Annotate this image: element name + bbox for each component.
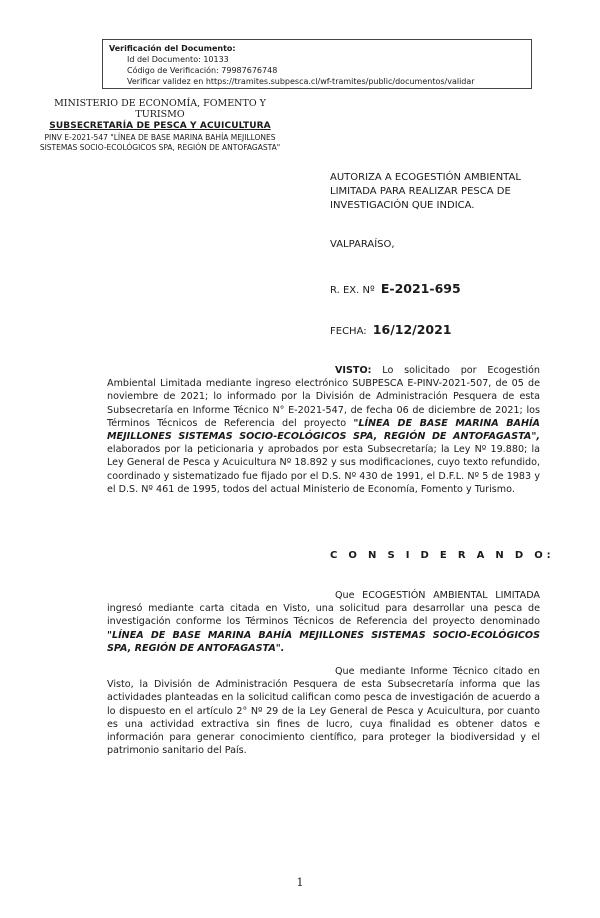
- verification-code: • Código de Verificación: 79987676748: [127, 65, 525, 76]
- page-number: 1: [296, 876, 304, 889]
- resolution-summary: AUTORIZA A ECOGESTIÓN AMBIENTAL LIMITADA PARA REALIZAR PESCA DE INVESTIGACIÓN QUE INDICA.: [330, 172, 521, 211]
- visto-text-b: elaborados por la peticionaria y aprobados por esta Subsecretaría; la Ley Nº 19.880; la Ley General de Pesca y Acuicultura Nº 18.892 y sus modificaciones, cuyo texto refundido, coordinado y sistematizado fue fijado por el D.S. Nº 430 de 1991, el D.F.L. Nº 5 de 1983 y el D.S. Nº 461 de 1995, todos del actual Ministerio de Economía, Fomento y Turismo.: [107, 444, 540, 495]
- resolution-date: [330, 322, 452, 337]
- ministry-name: MINISTERIO DE ECONOMÍA, FOMENTO Y TURISMO: [54, 98, 266, 120]
- visto-label: VISTO:: [335, 365, 372, 376]
- resolution-number: [330, 281, 461, 296]
- considerando-paragraph-2: [107, 665, 540, 757]
- verification-link[interactable]: • Verificar validez en https://tramites.subpesca.cl/wf-tramites/public/documentos/validar: [127, 76, 525, 87]
- considerando-1-project: "LÍNEA DE BASE MARINA BAHÍA MEJILLONES SISTEMAS SOCIO-ECOLÓGICOS SPA, REGIÓN DE ANTOFAGASTA".: [107, 629, 540, 654]
- date-value: 16/12/2021: [372, 322, 452, 337]
- considerando-paragraph-1: [107, 589, 540, 655]
- subsecretaria-name: SUBSECRETARÍA DE PESCA Y ACUICULTURA: [49, 121, 271, 131]
- verification-id: • Id del Documento: 10133: [127, 54, 525, 65]
- resolution-label: R. EX. Nº: [330, 285, 375, 296]
- considerando-1-text: Que ECOGESTIÓN AMBIENTAL LIMITADA ingresó mediante carta citada en Visto, una solicitud para desarrollar una pesca de investigación conforme los Términos Técnicos de Referencia del proyecto denominado: [107, 590, 540, 628]
- visto-project-name: "LÍNEA DE BASE MARINA BAHÍA MEJILLONES SISTEMAS SOCIO-ECOLÓGICOS SPA, REGIÓN DE ANTOFAGASTA",: [107, 417, 540, 443]
- city: VALPARAÍSO,: [330, 239, 395, 250]
- visto-text-a: Lo solicitado por Ecogestión Ambiental Limitada mediante ingreso electrónico SUBPESCA E-PINV-2021-507, de 05 de noviembre de 2021; lo informado por la División de Administración Pesquera de esta Subsecretaría en Informe Técnico N° E-2021-547, de fecha 06 de diciembre de 2021; los Términos Técnicos de Referencia del proyecto: [107, 365, 540, 429]
- project-reference: PINV E-2021-547 "LÍNEA DE BASE MARINA BAHÍA MEJILLONES SISTEMAS SOCIO-ECOLÓGICOS SPA, REGIÓN DE ANTOFAGASTA": [39, 133, 281, 152]
- visto-paragraph: [107, 364, 540, 496]
- verification-list: [109, 54, 525, 87]
- verification-title: Verificación del Documento:: [109, 44, 236, 53]
- resolution-value: E-2021-695: [380, 281, 461, 296]
- considerando-heading: C O N S I D E R A N D O:: [330, 550, 555, 561]
- considerando-2-text: Que mediante Informe Técnico citado en Visto, la División de Administración Pesquera de esta Subsecretaría informa que las actividades planteadas en la solicitud califican como pesca de investigación de acuerdo a lo dispuesto en el artículo 2° Nº 29 de la Ley General de Pesca y Acuicultura, por cuanto es una actividad extractiva sin fines de lucro, cuya finalidad es obtener datos e información para generar conocimiento científico, para proteger la biodiversidad y el patrimonio sanitario del País.: [107, 666, 540, 757]
- date-label: FECHA:: [330, 326, 367, 337]
- verification-box: [102, 39, 532, 89]
